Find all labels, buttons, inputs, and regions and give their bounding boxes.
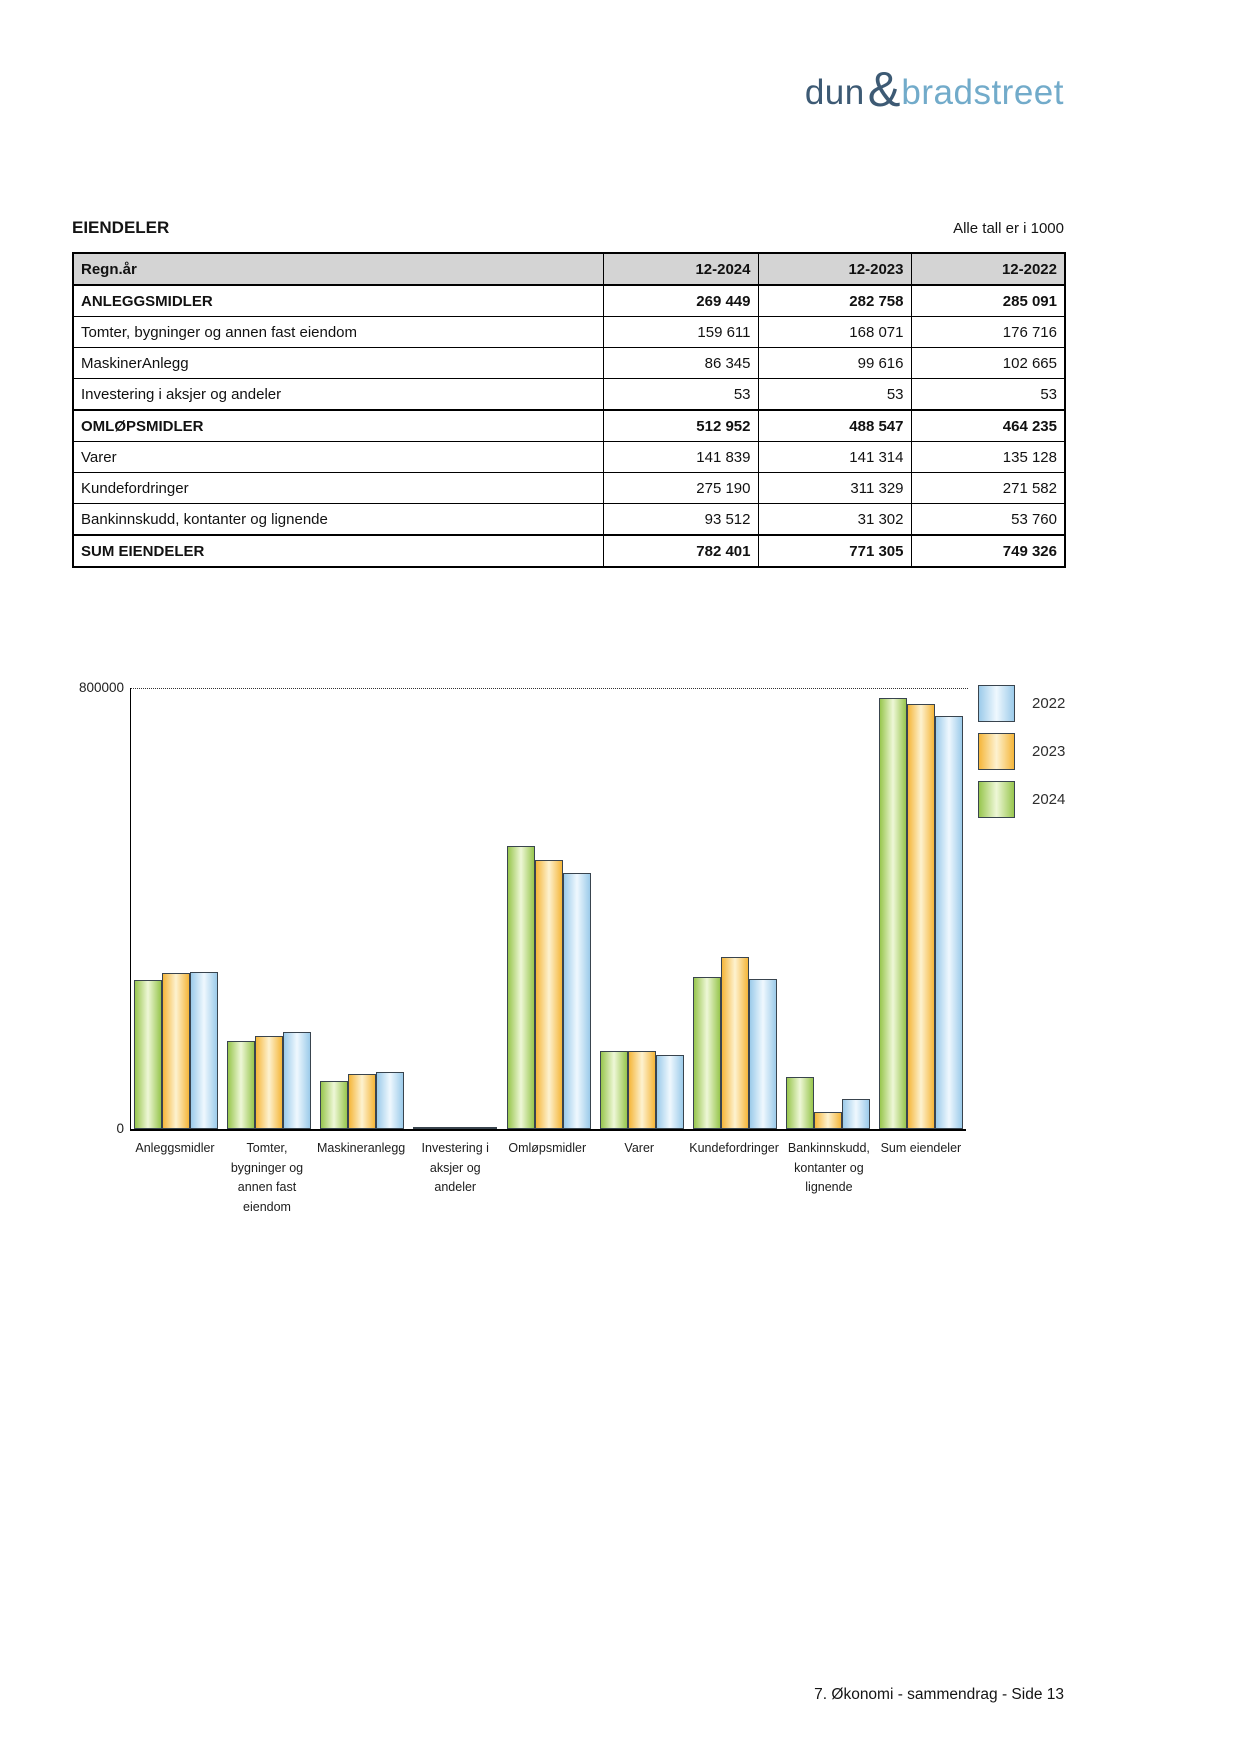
table-body xyxy=(73,285,1065,567)
ampersand-icon: & xyxy=(867,63,901,117)
bar-2022 xyxy=(190,972,218,1129)
x-axis-label: Investering i aksjer og andeler xyxy=(421,1141,489,1194)
x-axis-label: Tomter, bygninger og annen fast eiendom xyxy=(230,1141,304,1214)
bar-2023 xyxy=(814,1112,842,1129)
logo-text-dun: dun xyxy=(804,73,865,112)
bar-2024 xyxy=(693,977,721,1129)
bar-2022 xyxy=(656,1055,684,1129)
row-label: MaskinerAnlegg xyxy=(73,348,603,379)
bar-2022 xyxy=(842,1099,870,1129)
row-value: 275 190 xyxy=(603,473,758,504)
chart-legend xyxy=(978,685,1065,829)
row-value: 464 235 xyxy=(911,410,1065,442)
x-axis-label: Varer xyxy=(624,1141,655,1155)
row-label: Varer xyxy=(73,442,603,473)
bar-2022 xyxy=(935,716,963,1129)
row-value: 31 302 xyxy=(758,504,911,536)
x-axis-label: Anleggsmidler xyxy=(135,1141,215,1155)
table-row xyxy=(73,348,1065,379)
bar-group xyxy=(786,688,870,1129)
row-value: 53 xyxy=(603,379,758,411)
row-value: 159 611 xyxy=(603,317,758,348)
legend-swatch-2024 xyxy=(978,781,1015,818)
bar-2022 xyxy=(563,873,591,1129)
bar-group xyxy=(600,688,684,1129)
bar-2024 xyxy=(134,980,162,1129)
legend-swatch-2022 xyxy=(978,685,1015,722)
bar-2023 xyxy=(721,957,749,1129)
dun-bradstreet-logo xyxy=(805,62,1064,124)
row-value: 285 091 xyxy=(911,285,1065,317)
legend-label: 2024 xyxy=(1032,791,1066,808)
table-header-cell: Regn.år xyxy=(73,253,603,285)
row-label: SUM EIENDELER xyxy=(73,535,603,567)
logo-text-bradstreet: bradstreet xyxy=(901,73,1064,112)
row-value: 141 314 xyxy=(758,442,911,473)
x-axis-label: Bankinnskudd, kontanter og lignende xyxy=(787,1141,870,1194)
bar-2023 xyxy=(255,1036,283,1129)
y-axis-tick-zero: 0 xyxy=(116,1121,124,1136)
bar-2022 xyxy=(469,1127,497,1129)
bar-2024 xyxy=(786,1077,814,1129)
legend-label: 2023 xyxy=(1032,743,1066,760)
legend-item xyxy=(978,733,1065,770)
row-value: 141 839 xyxy=(603,442,758,473)
table-row xyxy=(73,504,1065,536)
bar-2024 xyxy=(507,846,535,1129)
table-row xyxy=(73,473,1065,504)
bar-2023 xyxy=(628,1051,656,1129)
assets-table xyxy=(72,252,1066,568)
row-value: 53 760 xyxy=(911,504,1065,536)
row-value: 99 616 xyxy=(758,348,911,379)
page-footer: 7. Økonomi - sammendrag - Side 13 xyxy=(814,1686,1064,1703)
bar-2024 xyxy=(227,1041,255,1129)
bar-group xyxy=(227,688,311,1129)
row-value: 512 952 xyxy=(603,410,758,442)
row-value: 282 758 xyxy=(758,285,911,317)
row-label: Bankinnskudd, kontanter og lignende xyxy=(73,504,603,536)
table-header-cell: 12-2023 xyxy=(758,253,911,285)
row-value: 168 071 xyxy=(758,317,911,348)
gridline-800000 xyxy=(131,688,968,689)
bar-2023 xyxy=(441,1127,469,1129)
plot-area xyxy=(130,688,966,1131)
legend-swatch-2023 xyxy=(978,733,1015,770)
x-axis-label: Omløpsmidler xyxy=(508,1141,587,1155)
bar-group xyxy=(879,688,963,1129)
bar-group xyxy=(507,688,591,1129)
row-value: 269 449 xyxy=(603,285,758,317)
legend-label: 2022 xyxy=(1032,695,1066,712)
row-value: 102 665 xyxy=(911,348,1065,379)
row-label: Investering i aksjer og andeler xyxy=(73,379,603,411)
table-header-row xyxy=(73,253,1065,285)
row-value: 311 329 xyxy=(758,473,911,504)
bar-2022 xyxy=(749,979,777,1129)
bar-group xyxy=(413,688,497,1129)
x-axis-labels xyxy=(130,1139,966,1217)
x-axis-label: Maskineranlegg xyxy=(317,1141,406,1155)
row-value: 93 512 xyxy=(603,504,758,536)
x-axis-label: Sum eiendeler xyxy=(880,1141,962,1155)
row-label: Tomter, bygninger og annen fast eiendom xyxy=(73,317,603,348)
bar-2023 xyxy=(535,860,563,1129)
row-label: OMLØPSMIDLER xyxy=(73,410,603,442)
row-value: 488 547 xyxy=(758,410,911,442)
bar-2024 xyxy=(320,1081,348,1129)
row-value: 53 xyxy=(758,379,911,411)
bar-2024 xyxy=(879,698,907,1129)
bar-2023 xyxy=(348,1074,376,1129)
x-axis-label: Kundefordringer xyxy=(689,1141,779,1155)
table-row xyxy=(73,317,1065,348)
row-value: 271 582 xyxy=(911,473,1065,504)
bar-group xyxy=(693,688,777,1129)
row-value: 135 128 xyxy=(911,442,1065,473)
bar-group xyxy=(134,688,218,1129)
legend-item xyxy=(978,685,1065,722)
bar-2024 xyxy=(600,1051,628,1129)
table-header-cell: 12-2022 xyxy=(911,253,1065,285)
row-value: 53 xyxy=(911,379,1065,411)
row-value: 86 345 xyxy=(603,348,758,379)
row-value: 782 401 xyxy=(603,535,758,567)
table-row xyxy=(73,535,1065,567)
bar-2023 xyxy=(162,973,190,1129)
table-row xyxy=(73,410,1065,442)
units-note: Alle tall er i 1000 xyxy=(953,220,1064,237)
table-row xyxy=(73,379,1065,411)
row-value: 749 326 xyxy=(911,535,1065,567)
table-row xyxy=(73,285,1065,317)
row-label: ANLEGGSMIDLER xyxy=(73,285,603,317)
y-axis-tick-max: 800000 xyxy=(78,680,124,695)
row-value: 771 305 xyxy=(758,535,911,567)
row-label: Kundefordringer xyxy=(73,473,603,504)
bar-2022 xyxy=(283,1032,311,1129)
legend-item xyxy=(978,781,1065,818)
bar-group xyxy=(320,688,404,1129)
bar-2023 xyxy=(907,704,935,1129)
section-title: EIENDELER xyxy=(72,218,170,237)
table-header-cell: 12-2024 xyxy=(603,253,758,285)
row-value: 176 716 xyxy=(911,317,1065,348)
bar-2022 xyxy=(376,1072,404,1129)
bar-2024 xyxy=(413,1127,441,1129)
table-row xyxy=(73,442,1065,473)
